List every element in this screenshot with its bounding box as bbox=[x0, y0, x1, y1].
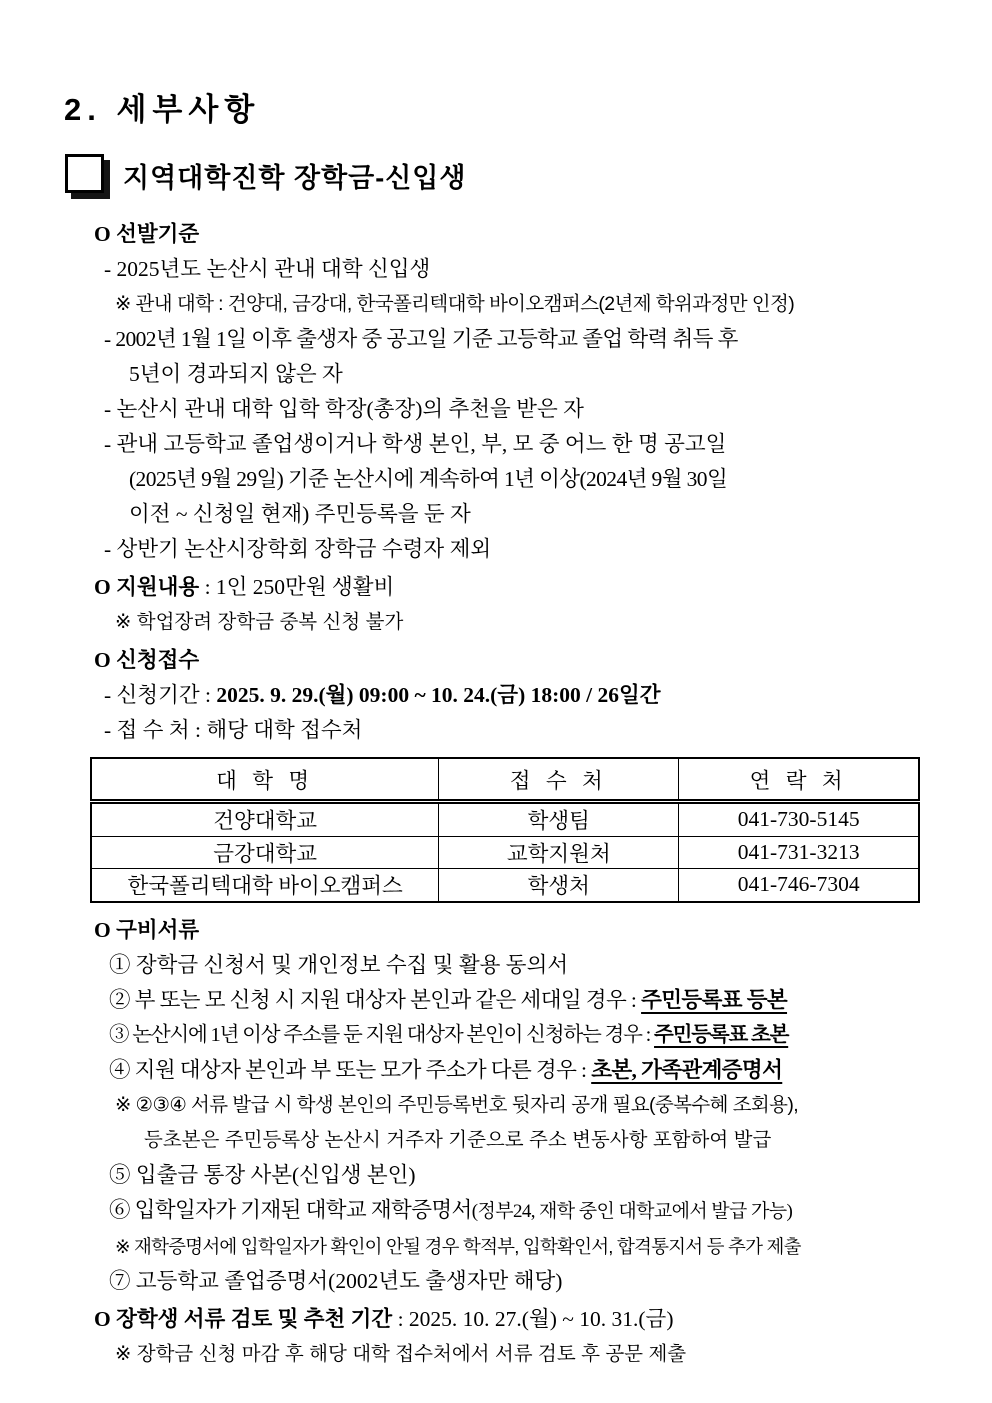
documents-header: O 구비서류 bbox=[94, 917, 200, 942]
document-item-4 bbox=[62, 1053, 942, 1088]
square-box-icon bbox=[65, 154, 104, 193]
document-item-2-text: ② 부 또는 모 신청 시 지원 대상자 본인과 같은 세대일 경우 : bbox=[109, 987, 642, 1012]
page-title: 2. 세부사항 bbox=[64, 92, 261, 127]
document-item-6-text: ⑥ 입학일자가 기재된 대학교 재학증명서 bbox=[109, 1197, 472, 1222]
selection-criteria-header: O 선발기준 bbox=[94, 222, 200, 246]
application-period-line bbox=[62, 678, 942, 713]
support-note: ※ 학업장려 장학금 중복 신청 불가 bbox=[115, 611, 404, 633]
cell-office: 학생팀 bbox=[439, 802, 679, 837]
review-period-value: : 2025. 10. 27.(월) ~ 10. 31.(금) bbox=[392, 1306, 674, 1331]
support-detail: : 1인 250만원 생활비 bbox=[199, 575, 395, 599]
cell-university: 한국폴리텍대학 바이오캠퍼스 bbox=[91, 869, 439, 902]
review-period-line bbox=[62, 1302, 942, 1337]
cell-university: 건양대학교 bbox=[91, 802, 439, 837]
support-header-label: O 지원내용 bbox=[94, 575, 200, 599]
selection-item-4-line-1: - 관내 고등학교 졸업생이거나 학생 본인, 부, 모 중 어느 한 명 공고일 bbox=[104, 432, 727, 456]
application-period-value: 2025. 9. 29.(월) 09:00 ~ 10. 24.(금) 18:00 / 26일간 bbox=[216, 683, 661, 707]
document-item-4-text: ④ 지원 대상자 본인과 부 또는 모가 주소가 다른 경우 : bbox=[109, 1057, 592, 1082]
selection-item-4-line-3: 이전 ~ 신청일 현재) 주민등록을 둔 자 bbox=[129, 502, 471, 526]
selection-item-4-line-2: (2025년 9월 29일) 기준 논산시에 계속하여 1년 이상(2024년 9월 30일 bbox=[129, 467, 728, 491]
university-contact-table bbox=[90, 757, 920, 903]
table-row bbox=[91, 869, 919, 902]
table-header-row bbox=[91, 758, 919, 802]
support-content-header bbox=[62, 570, 942, 605]
table-row bbox=[91, 802, 919, 837]
cell-contact: 041-731-3213 bbox=[679, 836, 919, 869]
review-period-header: O 장학생 서류 검토 및 추천 기간 bbox=[94, 1306, 393, 1331]
document-item-6-paren: (정부24, 재학 중인 대학교에서 발급 가능) bbox=[471, 1200, 793, 1222]
selection-item-5: - 상반기 논산시장학회 장학금 수령자 제외 bbox=[104, 537, 492, 561]
application-period-label: - 신청기간 : bbox=[104, 683, 217, 707]
application-office-line: - 접 수 처 : 해당 대학 접수처 bbox=[104, 718, 363, 742]
document-item-5: ⑤ 입출금 통장 사본(신입생 본인) bbox=[109, 1162, 416, 1187]
document-item-4-required: 초본, 가족관계증명서 bbox=[591, 1057, 783, 1082]
document-item-2-required: 주민등록표 등본 bbox=[641, 987, 788, 1012]
cell-office: 학생처 bbox=[439, 869, 679, 902]
document-item-6 bbox=[62, 1193, 942, 1229]
document-item-7: ⑦ 고등학교 졸업증명서(2002년도 출생자만 해당) bbox=[109, 1268, 563, 1293]
cell-university: 금강대학교 bbox=[91, 836, 439, 869]
col-header-contact: 연 락 처 bbox=[679, 758, 919, 802]
col-header-university: 대 학 명 bbox=[91, 758, 439, 802]
cell-contact: 041-746-7304 bbox=[679, 869, 919, 902]
document-item-3-required: 주민등록표 초본 bbox=[654, 1023, 789, 1046]
selection-item-3: - 논산시 관내 대학 입학 학장(총장)의 추천을 받은 자 bbox=[104, 397, 584, 421]
document-item-3-text: ③ 논산시에 1년 이상 주소를 둔 지원 대상자 본인이 신청하는 경우 : bbox=[109, 1023, 655, 1046]
section-heading bbox=[65, 153, 942, 197]
application-header: O 신청접수 bbox=[94, 648, 200, 672]
document-item-1: ① 장학금 신청서 및 개인정보 수집 및 활용 동의서 bbox=[109, 952, 569, 977]
documents-note-2: ※ 재학증명서에 입학일자가 확인이 안될 경우 학적부, 입학확인서, 합격통지서 등 추가 제출 bbox=[115, 1235, 801, 1257]
documents-note-1-line-2: 등초본은 주민등록상 논산시 거주자 기준으로 주소 변동사항 포함하여 발급 bbox=[144, 1128, 772, 1151]
review-note: ※ 장학금 신청 마감 후 해당 대학 접수처에서 서류 검토 후 공문 제출 bbox=[115, 1342, 687, 1365]
selection-item-1: - 2025년도 논산시 관내 대학 신입생 bbox=[104, 257, 431, 281]
document-item-3 bbox=[62, 1018, 942, 1053]
cell-office: 교학지원처 bbox=[439, 836, 679, 869]
selection-item-2-line-2: 5년이 경과되지 않은 자 bbox=[129, 362, 343, 386]
col-header-office: 접 수 처 bbox=[439, 758, 679, 802]
document-item-2 bbox=[62, 983, 942, 1018]
documents-note-1-line-1: ※ ②③④ 서류 발급 시 학생 본인의 주민등록번호 뒷자리 공개 필요(중복수혜 조회용), bbox=[115, 1093, 799, 1116]
cell-contact: 041-730-5145 bbox=[679, 802, 919, 837]
selection-note-1: ※ 관내 대학 : 건양대, 금강대, 한국폴리텍대학 바이오캠퍼스(2년제 학위과정만 인정) bbox=[115, 293, 795, 315]
selection-item-2-line-1: - 2002년 1월 1일 이후 출생자 중 공고일 기준 고등학교 졸업 학력 취득 후 bbox=[104, 327, 738, 351]
section-heading-text: 지역대학진학 장학금-신입생 bbox=[123, 162, 467, 193]
table-row bbox=[91, 836, 919, 869]
